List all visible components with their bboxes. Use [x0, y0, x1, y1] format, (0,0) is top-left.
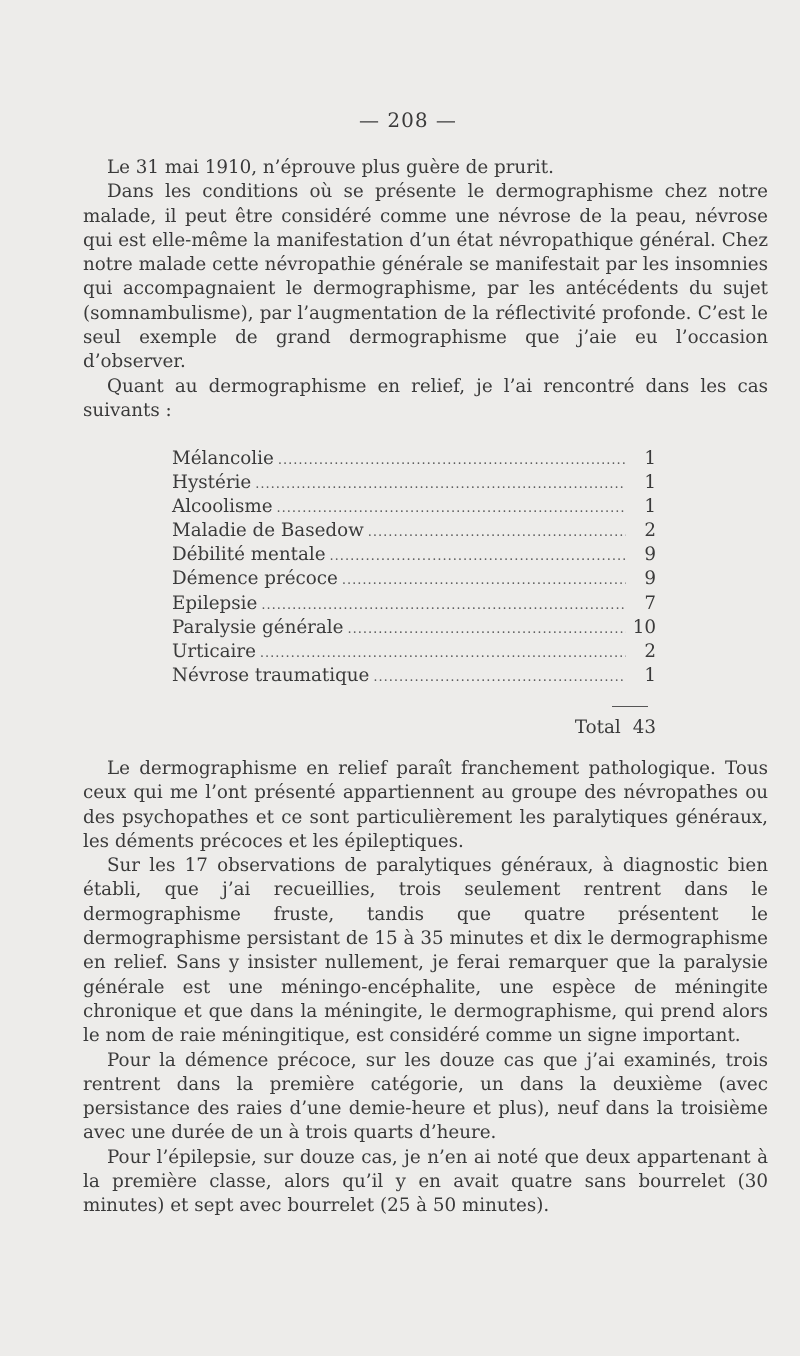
paragraph: Quant au dermographisme en relief, je l’ai rencontré dans les cas suivants :: [83, 375, 768, 421]
paragraph: Dans les conditions où se présente le dermographisme chez notre malade, il peut être considéré comme une névrose de la peau, névrose qui est elle-même la manifestation d’un état névropathique général. Chez notre malade cette névropathie générale se manifestait par les insomnies qui accompagnaient le dermographisme, par les antécédents du sujet (somnambulisme), par l’augmentation de la réflectivité profonde. C’est le seul exemple de grand dermographisme que j’aie eu l’occasion d’observer.: [83, 181, 768, 373]
row-count: 2: [644, 640, 656, 662]
leader-dots: [260, 646, 626, 661]
leader-dots: [330, 549, 626, 564]
row-label: Maladie de Basedow: [172, 520, 364, 542]
row-count: 9: [644, 568, 656, 590]
leader-dots: [373, 670, 626, 685]
leader-dots: [261, 598, 626, 613]
row-label: Urticaire: [172, 640, 256, 662]
leader-dots: [347, 622, 626, 637]
total-label: Total: [574, 717, 621, 738]
total-line: [530, 717, 656, 738]
text-block-top: [83, 156, 768, 423]
row-count: 2: [644, 520, 656, 542]
paragraph: Pour l’épilepsie, sur douze cas, je n’en ai noté que deux appartenant à la première classe, alors qu’il y en avait quatre sans bourrelet (30 minutes) et sept avec bourrelet (25 à 50 minutes).: [83, 1146, 768, 1217]
table-row: [172, 448, 656, 472]
row-label: Névrose traumatique: [172, 664, 370, 686]
row-label: Hystérie: [172, 472, 252, 494]
paragraph: Sur les 17 observations de paralytiques généraux, à diagnostic bien établi, que j’ai recueillies, trois seulement rentrent dans le dermographisme fruste, tandis que quatre présentent le dermographisme persistant de 15 à 35 minutes et dix le dermographisme en relief. Sans y insister nullement, je ferai remarquer que la paralysie générale est une méningo-encéphalite, une espèce de méningite chronique et que dans la méningite, le dermographisme, qui prend alors le nom de raie méningitique, est considéré comme un signe important.: [83, 855, 768, 1047]
table-row: [172, 593, 656, 617]
row-label: Alcoolisme: [172, 496, 273, 518]
row-label: Paralysie générale: [172, 616, 344, 638]
text-block-bottom: [83, 757, 768, 1219]
paragraph: Pour la démence précoce, sur les douze cas que j’ai examinés, trois rentrent dans la première catégorie, un dans la deuxième (avec persistance des raies d’une demie-heure et plus), neuf dans la troisième avec une durée de un à trois quarts d’heure.: [83, 1049, 768, 1144]
table-row: [172, 568, 656, 592]
row-label: Epilepsie: [172, 592, 258, 614]
table-row: [172, 472, 656, 496]
paragraph: Le dermographisme en relief paraît franchement pathologique. Tous ceux qui me l’ont présenté appartiennent au groupe des névropathes ou des psychopathes et ce sont particulièrement les paralytiques généraux, les déments précoces et les épileptiques.: [83, 758, 768, 852]
row-count: 7: [644, 592, 656, 614]
table-row: [172, 665, 656, 689]
row-count: 1: [644, 664, 656, 686]
sum-rule: [612, 706, 648, 707]
row-count: 1: [644, 472, 656, 494]
row-count: 1: [644, 496, 656, 518]
leader-dots: [277, 501, 626, 516]
total-value: 43: [632, 717, 656, 738]
leader-dots: [342, 573, 626, 588]
table-row: [172, 520, 656, 544]
table-row: [172, 496, 656, 520]
table-row: [172, 641, 656, 665]
row-count: 9: [644, 544, 656, 566]
row-label: Démence précoce: [172, 568, 338, 590]
row-label: Mélancolie: [172, 448, 274, 469]
leader-dots: [278, 453, 626, 468]
row-label: Débilité mentale: [172, 544, 326, 566]
table-row: [172, 617, 656, 641]
row-count: 1: [644, 448, 656, 469]
page-number: — 208 —: [359, 108, 457, 132]
case-table: [172, 448, 656, 689]
paragraph: Le 31 mai 1910, n’éprouve plus guère de prurit.: [107, 157, 554, 178]
table-row: [172, 544, 656, 568]
leader-dots: [368, 525, 626, 540]
leader-dots: [255, 477, 626, 492]
row-count: 10: [632, 616, 656, 638]
